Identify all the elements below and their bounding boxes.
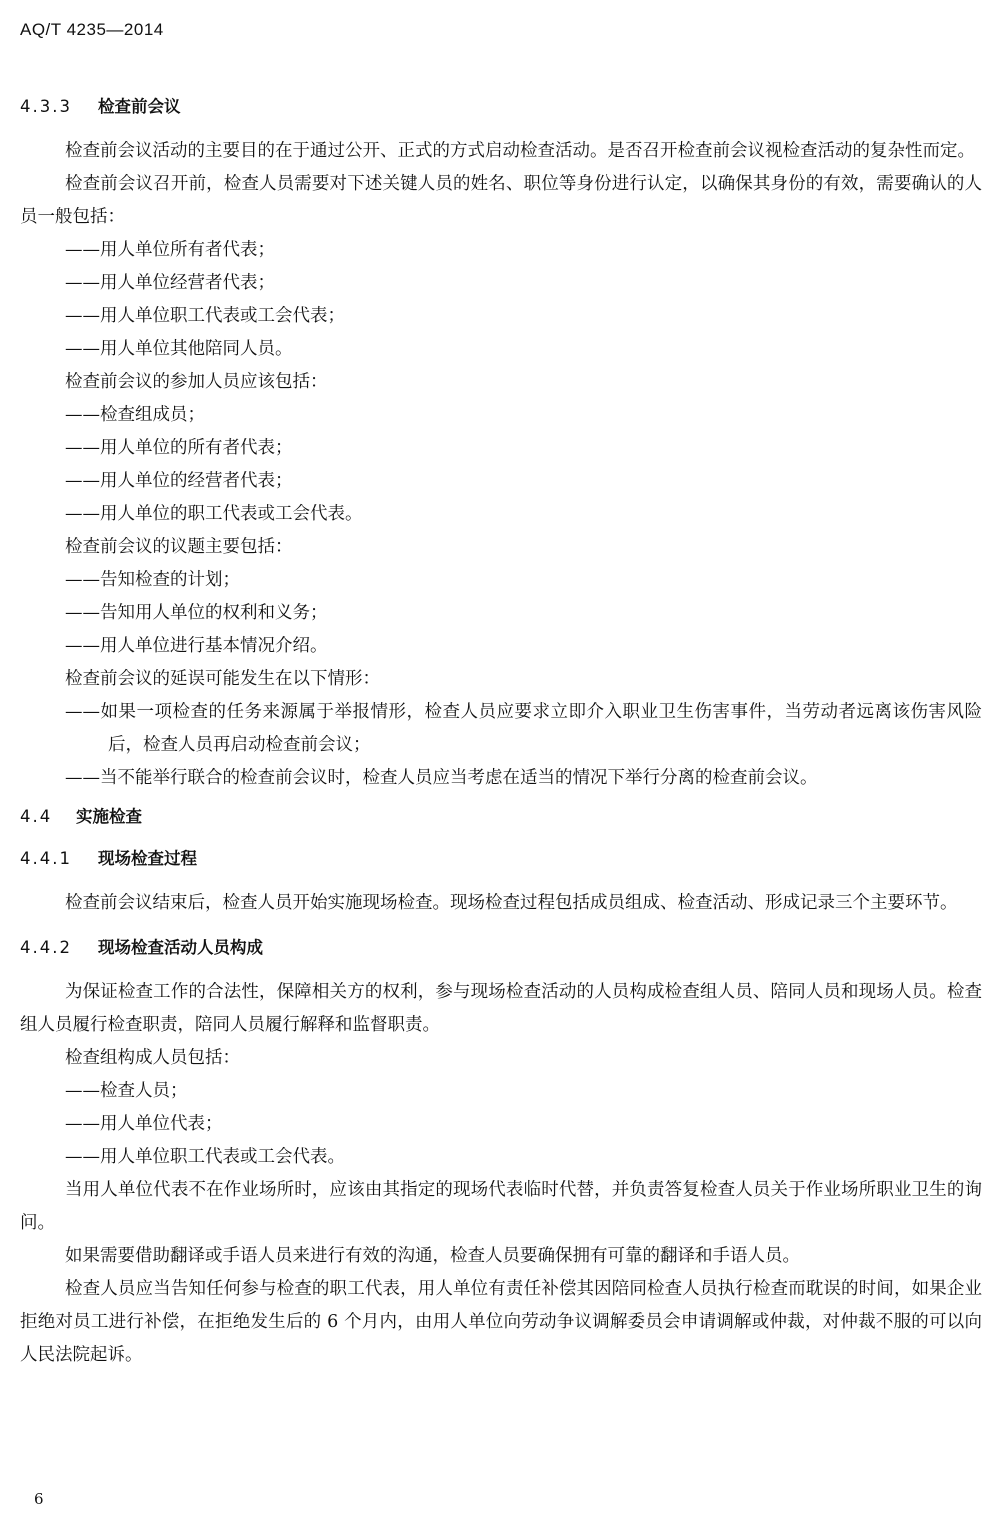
list-item: ——用人单位的所有者代表； <box>65 438 293 458</box>
list-item: ——用人单位职工代表或工会代表。 <box>65 1147 345 1167</box>
list-item: ——用人单位进行基本情况介绍。 <box>65 636 328 656</box>
section-title: 检查前会议 <box>98 97 181 116</box>
section-title: 现场检查活动人员构成 <box>98 938 263 957</box>
list-item: ——用人单位所有者代表； <box>65 240 275 260</box>
paragraph: 检查前会议的议题主要包括： <box>65 537 293 557</box>
document-body <box>20 92 982 1372</box>
paragraph: 检查前会议的参加人员应该包括： <box>65 372 328 392</box>
section-heading-4-3-3 <box>20 92 982 122</box>
list-item: ——用人单位的职工代表或工会代表。 <box>65 504 363 524</box>
section-heading-4-4-2 <box>20 933 982 963</box>
list-item: ——用人单位其他陪同人员。 <box>65 339 293 359</box>
paragraph: 检查前会议活动的主要目的在于通过公开、正式的方式启动检查活动。是否召开检查前会议视检查活动的复杂性而定。 <box>65 141 975 161</box>
list-item: ——用人单位经营者代表； <box>65 273 275 293</box>
list-item: ——用人单位职工代表或工会代表； <box>65 306 345 326</box>
section-heading-4-4-1 <box>20 844 982 874</box>
paragraph: 为保证检查工作的合法性，保障相关方的权利，参与现场检查活动的人员构成检查组人员、陪同人员和现场人员。检查组人员履行检查职责，陪同人员履行解释和监督职责。 <box>20 982 982 1035</box>
list-item: ——如果一项检查的任务来源属于举报情形，检查人员应要求立即介入职业卫生伤害事件，当劳动者远离该伤害风险后，检查人员再启动检查前会议； <box>65 702 982 755</box>
page-number: 6 <box>34 1490 44 1508</box>
section-number: 4.4.2 <box>20 938 72 957</box>
list-item: ——告知用人单位的权利和义务； <box>65 603 328 623</box>
section-number: 4.3.3 <box>20 97 72 116</box>
section-number: 4.4.1 <box>20 849 72 868</box>
paragraph: 检查前会议召开前，检查人员需要对下述关键人员的姓名、职位等身份进行认定，以确保其身份的有效，需要确认的人员一般包括： <box>20 174 982 227</box>
section-title: 实施检查 <box>76 807 142 826</box>
paragraph: 检查前会议的延误可能发生在以下情形： <box>65 669 380 689</box>
section-title: 现场检查过程 <box>98 849 197 868</box>
section-heading-4-4 <box>20 802 982 832</box>
paragraph: 检查组构成人员包括： <box>65 1048 240 1068</box>
list-item: ——告知检查的计划； <box>65 570 240 590</box>
paragraph: 检查人员应当告知任何参与检查的职工代表，用人单位有责任补偿其因陪同检查人员执行检查而耽误的时间，如果企业拒绝对员工进行补偿，在拒绝发生后的 6 个月内，由用人单位向劳动争议调解委员会申请调解或仲裁，对仲裁不服的可以向人民法院起诉。 <box>20 1279 982 1365</box>
standard-code: AQ/T 4235—2014 <box>20 20 164 39</box>
list-item: ——当不能举行联合的检查前会议时，检查人员应当考虑在适当的情况下举行分离的检查前会议。 <box>65 768 818 788</box>
list-item: ——用人单位代表； <box>65 1114 223 1134</box>
list-item: ——用人单位的经营者代表； <box>65 471 293 491</box>
paragraph: 如果需要借助翻译或手语人员来进行有效的沟通，检查人员要确保拥有可靠的翻译和手语人员。 <box>65 1246 800 1266</box>
list-item: ——检查组成员； <box>65 405 205 425</box>
list-item: ——检查人员； <box>65 1081 188 1101</box>
paragraph: 当用人单位代表不在作业场所时，应该由其指定的现场代表临时代替，并负责答复检查人员关于作业场所职业卫生的询问。 <box>20 1180 982 1233</box>
paragraph: 检查前会议结束后，检查人员开始实施现场检查。现场检查过程包括成员组成、检查活动、形成记录三个主要环节。 <box>65 893 958 913</box>
section-number: 4.4 <box>20 807 53 826</box>
